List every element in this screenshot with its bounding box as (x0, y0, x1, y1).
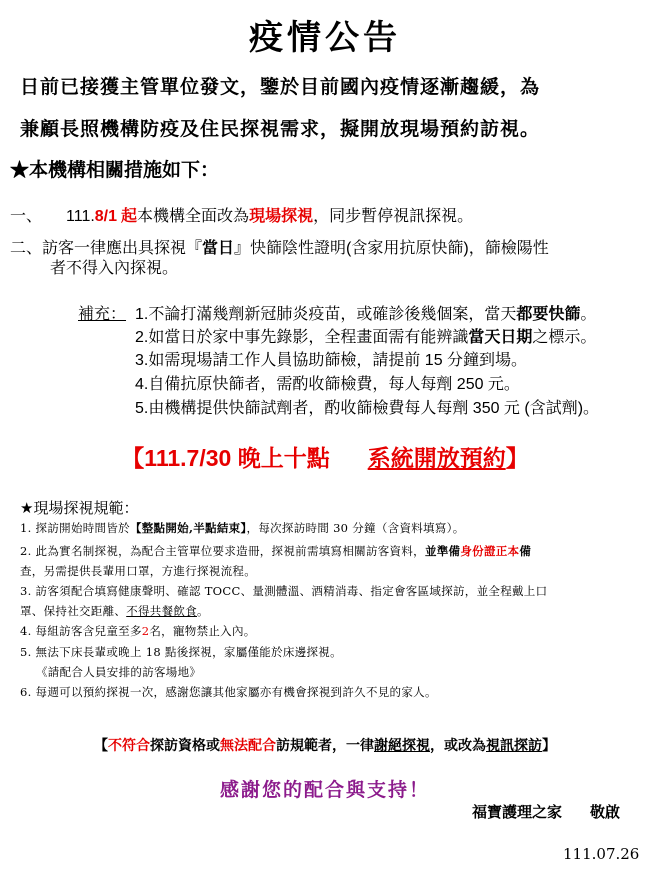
measure-2-dang: 當日 (202, 240, 235, 257)
rule-1-post: ，每次探訪時間 30 分鐘（含資料填寫）。 (246, 521, 465, 535)
rule-3-line2-post: 。 (197, 604, 209, 618)
measure-1-mid: 本機構全面改為 (137, 208, 250, 225)
rule-4-pre: 每組訪客含兒童至多 (35, 624, 142, 638)
final-note-close: 】 (542, 737, 556, 753)
rule-4-post: 名，寵物禁止入內。 (149, 624, 256, 638)
rule-3-number: 3. (20, 584, 32, 598)
rule-3-text: 訪客須配合填寫健康聲明、確認 TOCC、量測體溫、酒精消毒、指定會客區域探訪，並全程戴上口 (35, 584, 548, 598)
supplement-note-2-bold: 當天日期 (468, 329, 533, 346)
rule-3-line2 (20, 603, 209, 619)
measure-1-prefix: 111. (66, 208, 95, 225)
banner-system-open: 系統開放預約 (367, 445, 506, 471)
final-note (0, 735, 650, 755)
final-note-red-2: 無法配合 (220, 737, 276, 753)
final-note-text-1: 探訪資格或 (150, 737, 220, 753)
rule-3 (20, 583, 547, 599)
signature-respect: 敬啟 (590, 803, 621, 821)
supplement-note-4: 4.自備抗原快篩者，需酌收篩檢費，每人每劑 250 元。 (135, 376, 520, 393)
rule-4 (20, 623, 256, 639)
supplement-note-1-pre: 1.不論打滿幾劑新冠肺炎疫苗，或確診後幾個案，當天 (135, 306, 517, 323)
supplement-note-5: 5.由機構提供快篩試劑者，酌收篩檢費每人每劑 350 元 (含試劑)。 (135, 400, 600, 417)
rule-6-text: 每週可以預約探視一次，感謝您讓其他家屬亦有機會探視到許久不見的家人。 (35, 685, 437, 699)
measure-2-number: 二、 (10, 240, 43, 257)
supplement-note-1-bold: 都要快篩 (516, 306, 581, 323)
measure-2-post: 』快篩陰性證明(含家用抗原快篩)，篩檢陽性 (234, 240, 549, 257)
rule-4-red: 2 (141, 624, 150, 638)
supplement-note-2 (135, 324, 596, 347)
banner-time: 晚上十點 (237, 445, 330, 471)
rule-2-bold2: 備 (519, 544, 532, 558)
supplement-note-1-post: 。 (580, 306, 597, 323)
signature (472, 801, 620, 822)
rule-2-pre: 此為實名制探視，為配合主管單位要求造冊，探視前需填寫相關訪客資料， (35, 544, 425, 558)
rule-2-red: 身份證正本 (460, 544, 520, 558)
final-note-text-3: ，或改為 (430, 737, 486, 753)
page-title: 疫情公告 (249, 18, 401, 58)
measure-2-pre: 訪客一律應出具探視『 (42, 240, 203, 257)
rule-1-pre: 探訪開始時間皆於 (35, 521, 130, 535)
supplement-note-2-post: 之標示。 (532, 329, 597, 346)
rules-heading: ★現場探視規範： (20, 500, 139, 517)
rule-1 (20, 520, 465, 536)
rule-1-number: 1. (20, 521, 32, 535)
final-note-open: 【 (94, 737, 108, 753)
intro-line-1: 日前已接獲主管單位發文，鑒於目前國內疫情逐漸趨緩，為 (20, 76, 541, 98)
measures-heading: ★本機構相關措施如下： (10, 159, 220, 181)
signature-org: 福寶護理之家 (472, 803, 563, 821)
measure-item-1 (10, 203, 473, 226)
supplement-note-3: 3.如需現場請工作人員協助篩檢，請提前 15 分鐘到場。 (135, 352, 528, 369)
notice-date: 111.07.26 (563, 845, 640, 863)
intro-line-2: 兼顧長照機構防疫及住民探視需求，擬開放現場預約訪視。 (20, 118, 541, 140)
final-note-text-2: 訪規範者，一律 (276, 737, 374, 753)
rule-2 (20, 543, 531, 559)
rule-2-number: 2. (20, 544, 32, 558)
final-note-underline-2: 視訊探訪 (486, 737, 542, 753)
supplement-note-2-pre: 2.如當日於家中事先錄影，全程畫面需有能辨識 (135, 329, 469, 346)
measure-1-qi: 起 (121, 208, 138, 225)
rule-3-line2-pre: 罩、保持社交距離、 (20, 604, 127, 618)
rule-5 (20, 644, 342, 660)
final-note-red-1: 不符合 (108, 737, 150, 753)
thanks-message: 感謝您的配合與支持！ (219, 779, 430, 801)
measure-2-line2: 者不得入內探視。 (50, 260, 179, 277)
rule-6 (20, 684, 437, 700)
rule-5-number: 5. (20, 645, 32, 659)
banner-close: 】 (505, 445, 529, 471)
rule-6-number: 6. (20, 685, 32, 699)
supplement-note-1 (135, 301, 596, 324)
rule-5-text: 無法下床長輩或晚上 18 點後探視，家屬僅能於床邊探視。 (35, 645, 342, 659)
rule-3-line2-underlined: 不得共餐飲食 (126, 604, 198, 618)
rule-2-bold: 並準備 (424, 544, 461, 558)
measure-1-post: ，同步暫停視訊探視。 (313, 208, 474, 225)
booking-banner (0, 440, 650, 473)
rule-1-bold: 【整點開始,半點結束】 (129, 521, 247, 535)
final-note-underline-1: 謝絕探視 (374, 737, 430, 753)
measure-1-number: 一、 (10, 208, 43, 225)
rule-4-number: 4. (20, 624, 32, 638)
rule-2-line2: 查，另需提供長輩用口罩，方進行探視流程。 (20, 564, 256, 578)
supplement-label: 補充： (78, 306, 127, 323)
measure-1-highlight: 現場探視 (249, 208, 314, 225)
rule-5-line2: 《請配合人員安排的訪客場地》 (36, 665, 202, 679)
banner-date: 【111.7/30 (121, 445, 232, 471)
measure-1-date: 8/1 (94, 208, 118, 225)
